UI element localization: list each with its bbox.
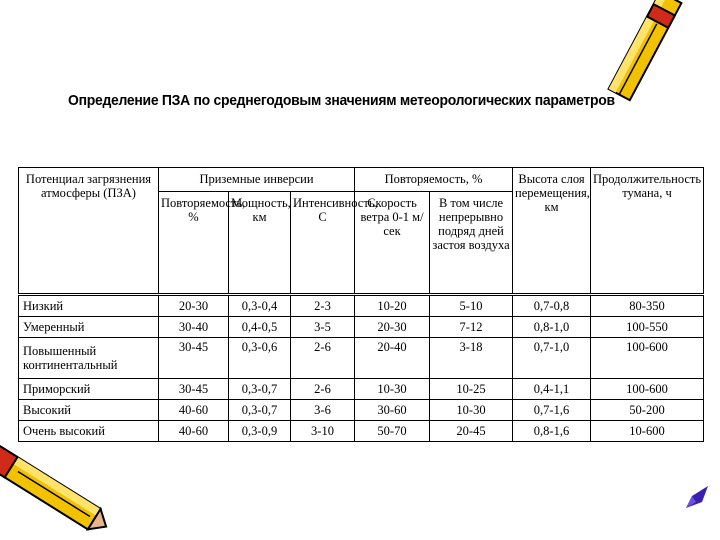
cell: 0,3-0,6 <box>229 338 291 379</box>
cell: 10-30 <box>430 400 513 421</box>
row-label: Очень высокий <box>19 421 159 442</box>
row-label: Высокий <box>19 400 159 421</box>
header-wind: Скорость ветра 0-1 м/сек <box>355 192 430 295</box>
cell: 30-60 <box>355 400 430 421</box>
row-label: Приморский <box>19 379 159 400</box>
pencil-tip-icon <box>682 482 712 512</box>
header-mixing-height: Высота слоя перемещения, км <box>513 168 591 295</box>
cell: 0,7-1,6 <box>513 400 591 421</box>
header-fog: Продолжительность тумана, ч <box>591 168 704 295</box>
cell: 20-45 <box>430 421 513 442</box>
cell: 50-70 <box>355 421 430 442</box>
cell: 0,7-1,0 <box>513 338 591 379</box>
cell: 10-600 <box>591 421 704 442</box>
cell: 20-30 <box>355 317 430 338</box>
cell: 0,8-1,6 <box>513 421 591 442</box>
header-repeat: Повторяемость, % <box>159 192 229 295</box>
pencil-icon <box>600 0 690 92</box>
page-title: Определение ПЗА по среднегодовым значениям метеорологических параметров <box>68 92 615 109</box>
cell: 20-30 <box>159 295 229 317</box>
cell: 0,3-0,7 <box>229 379 291 400</box>
header-intensity: Интенсивность, С <box>291 192 355 295</box>
cell: 10-20 <box>355 295 430 317</box>
header-potential: Потенциал загрязнения атмосферы (ПЗА) <box>19 168 159 295</box>
table-row <box>19 400 704 421</box>
table-row <box>19 379 704 400</box>
table-row <box>19 317 704 338</box>
cell: 0,4-1,1 <box>513 379 591 400</box>
header-thickness: Мощность, км <box>229 192 291 295</box>
cell: 40-60 <box>159 400 229 421</box>
cell: 10-30 <box>355 379 430 400</box>
cell: 0,3-0,7 <box>229 400 291 421</box>
cell: 100-550 <box>591 317 704 338</box>
cell: 2-6 <box>291 338 355 379</box>
cell: 100-600 <box>591 379 704 400</box>
cell: 2-6 <box>291 379 355 400</box>
pencil-icon <box>0 455 110 540</box>
header-stagnation: В том числе непрерывно подряд дней застоя воздуха <box>430 192 513 295</box>
cell: 2-3 <box>291 295 355 317</box>
cell: 0,3-0,9 <box>229 421 291 442</box>
cell: 3-10 <box>291 421 355 442</box>
cell: 30-40 <box>159 317 229 338</box>
cell: 20-40 <box>355 338 430 379</box>
cell: 0,8-1,0 <box>513 317 591 338</box>
cell: 0,4-0,5 <box>229 317 291 338</box>
cell: 40-60 <box>159 421 229 442</box>
table-row <box>19 295 704 317</box>
header-inversions: Приземные инверсии <box>159 168 355 192</box>
row-label: Низкий <box>19 295 159 317</box>
cell: 0,7-0,8 <box>513 295 591 317</box>
cell: 0,3-0,4 <box>229 295 291 317</box>
cell: 3-5 <box>291 317 355 338</box>
cell: 5-10 <box>430 295 513 317</box>
cell: 3-18 <box>430 338 513 379</box>
cell: 3-6 <box>291 400 355 421</box>
table-row <box>19 421 704 442</box>
pza-table <box>18 167 704 442</box>
cell: 80-350 <box>591 295 704 317</box>
table-row <box>19 338 704 379</box>
cell: 50-200 <box>591 400 704 421</box>
row-label: Повышенный континентальный <box>19 338 159 379</box>
cell: 30-45 <box>159 338 229 379</box>
cell: 30-45 <box>159 379 229 400</box>
cell: 7-12 <box>430 317 513 338</box>
row-label: Умеренный <box>19 317 159 338</box>
header-repeatability: Повторяемость, % <box>355 168 513 192</box>
cell: 10-25 <box>430 379 513 400</box>
cell: 100-600 <box>591 338 704 379</box>
